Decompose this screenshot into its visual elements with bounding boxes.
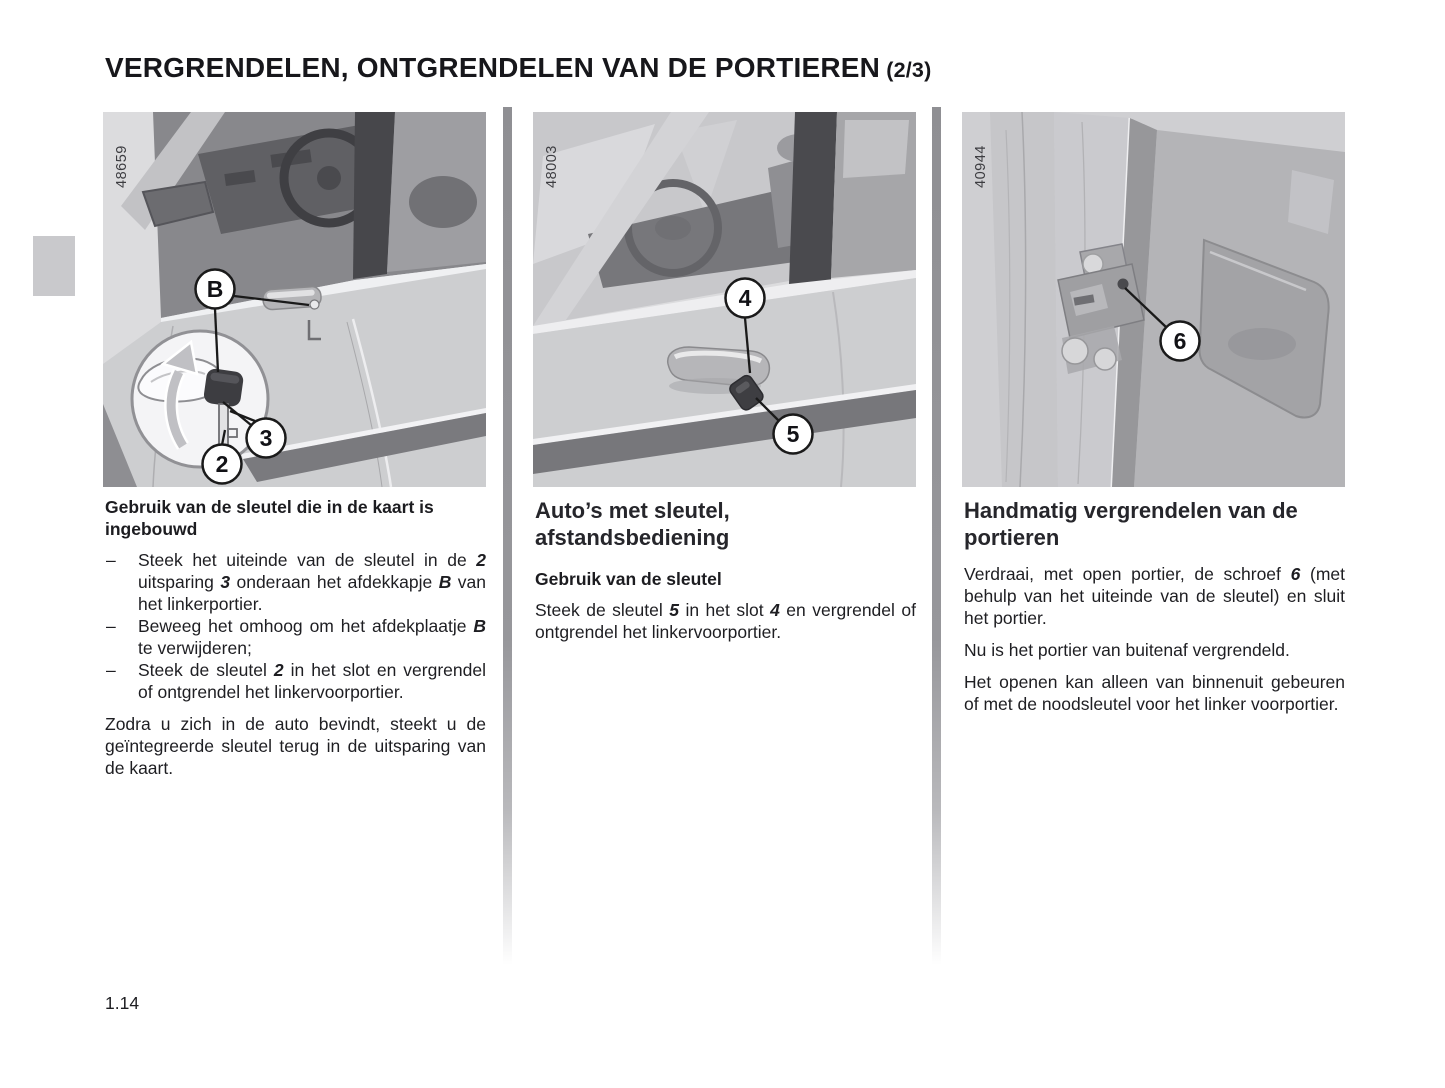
list-item-text: Steek de sleutel 2 in het slot en vergrendel of ontgrendel het linkervoorportier. bbox=[138, 660, 487, 702]
svg-text:2: 2 bbox=[215, 451, 229, 477]
bullet-dash: – bbox=[106, 660, 116, 680]
sub-heading-key-use: Gebruik van de sleutel bbox=[535, 569, 722, 589]
car-door-key-lock-illustration bbox=[533, 112, 916, 487]
paragraph: Verdraai, met open portier, de schroef 6 (met behulp van het uiteinde van de sleutel) en sluit het portier. bbox=[964, 564, 1345, 628]
callout-3 bbox=[247, 419, 286, 458]
figure-id-label: 48003 bbox=[544, 145, 560, 188]
list-item-text: Beweeg het omhoog om het afdekplaatje B te verwijderen; bbox=[138, 616, 486, 658]
paragraph: Zodra u zich in de auto bevindt, steekt u de geïntegreerde sleutel terug in de uitsparing van de kaart. bbox=[105, 714, 486, 778]
svg-text:3: 3 bbox=[259, 425, 273, 451]
paragraph: Het openen kan alleen van binnenuit gebeuren of met de noodsleutel voor het linker voorportier. bbox=[964, 672, 1345, 714]
b-pillar bbox=[789, 112, 837, 285]
svg-text:6: 6 bbox=[1173, 328, 1187, 354]
page-title bbox=[105, 52, 931, 86]
section-heading-remote: Auto’s met sleutel, afstandsbediening bbox=[535, 498, 730, 550]
svg-text:5: 5 bbox=[786, 421, 800, 447]
column-divider-left bbox=[503, 107, 512, 965]
column-manual-locking bbox=[962, 112, 1345, 715]
chapter-tab-marker bbox=[33, 236, 75, 296]
svg-text:B: B bbox=[206, 276, 224, 302]
bullet-dash: – bbox=[106, 550, 116, 570]
list-item-text: Steek het uiteinde van de sleutel in de 2 uitsparing 3 onderaan het afdekkapje B van het linkerportier. bbox=[138, 550, 486, 614]
list-item bbox=[105, 615, 486, 659]
column-key-remote bbox=[533, 112, 916, 643]
page-number: 1.14 bbox=[105, 993, 140, 1013]
callout-6 bbox=[1161, 322, 1200, 361]
paragraph: Steek de sleutel 5 in het slot 4 en vergrendel of ontgrendel het linkervoorportier. bbox=[535, 600, 916, 642]
page-title-suffix: (2/3) bbox=[880, 58, 932, 82]
lock-screw bbox=[1118, 279, 1129, 290]
section-heading-key-card: Gebruik van de sleutel die in de kaart is ingebouwd bbox=[105, 497, 434, 539]
page-title-text: VERGRENDELEN, ONTGRENDELEN VAN DE PORTIEREN bbox=[105, 52, 881, 83]
column-divider-right bbox=[932, 107, 941, 965]
figure-key-in-card bbox=[103, 112, 486, 487]
column-key-card bbox=[103, 112, 486, 779]
car-door-key-card-illustration bbox=[103, 112, 486, 487]
callout-b bbox=[196, 270, 235, 309]
figure-key-in-lock bbox=[533, 112, 916, 487]
callout-5 bbox=[774, 415, 813, 454]
figure-id-label: 40944 bbox=[973, 145, 989, 188]
instruction-list bbox=[105, 549, 486, 703]
figure-id-label: 48659 bbox=[114, 145, 130, 188]
figure-door-edge-screw bbox=[962, 112, 1345, 487]
list-item bbox=[105, 549, 486, 615]
list-item bbox=[105, 659, 486, 703]
svg-text:4: 4 bbox=[738, 285, 752, 311]
paragraph: Nu is het portier van buitenaf vergrendeld. bbox=[964, 640, 1290, 660]
section-heading-manual-locking: Handmatig vergrendelen van de portieren bbox=[964, 498, 1298, 550]
callout-2 bbox=[203, 445, 242, 484]
open-door-lock-illustration bbox=[962, 112, 1345, 487]
bullet-dash: – bbox=[106, 616, 116, 636]
callout-4 bbox=[726, 279, 765, 318]
